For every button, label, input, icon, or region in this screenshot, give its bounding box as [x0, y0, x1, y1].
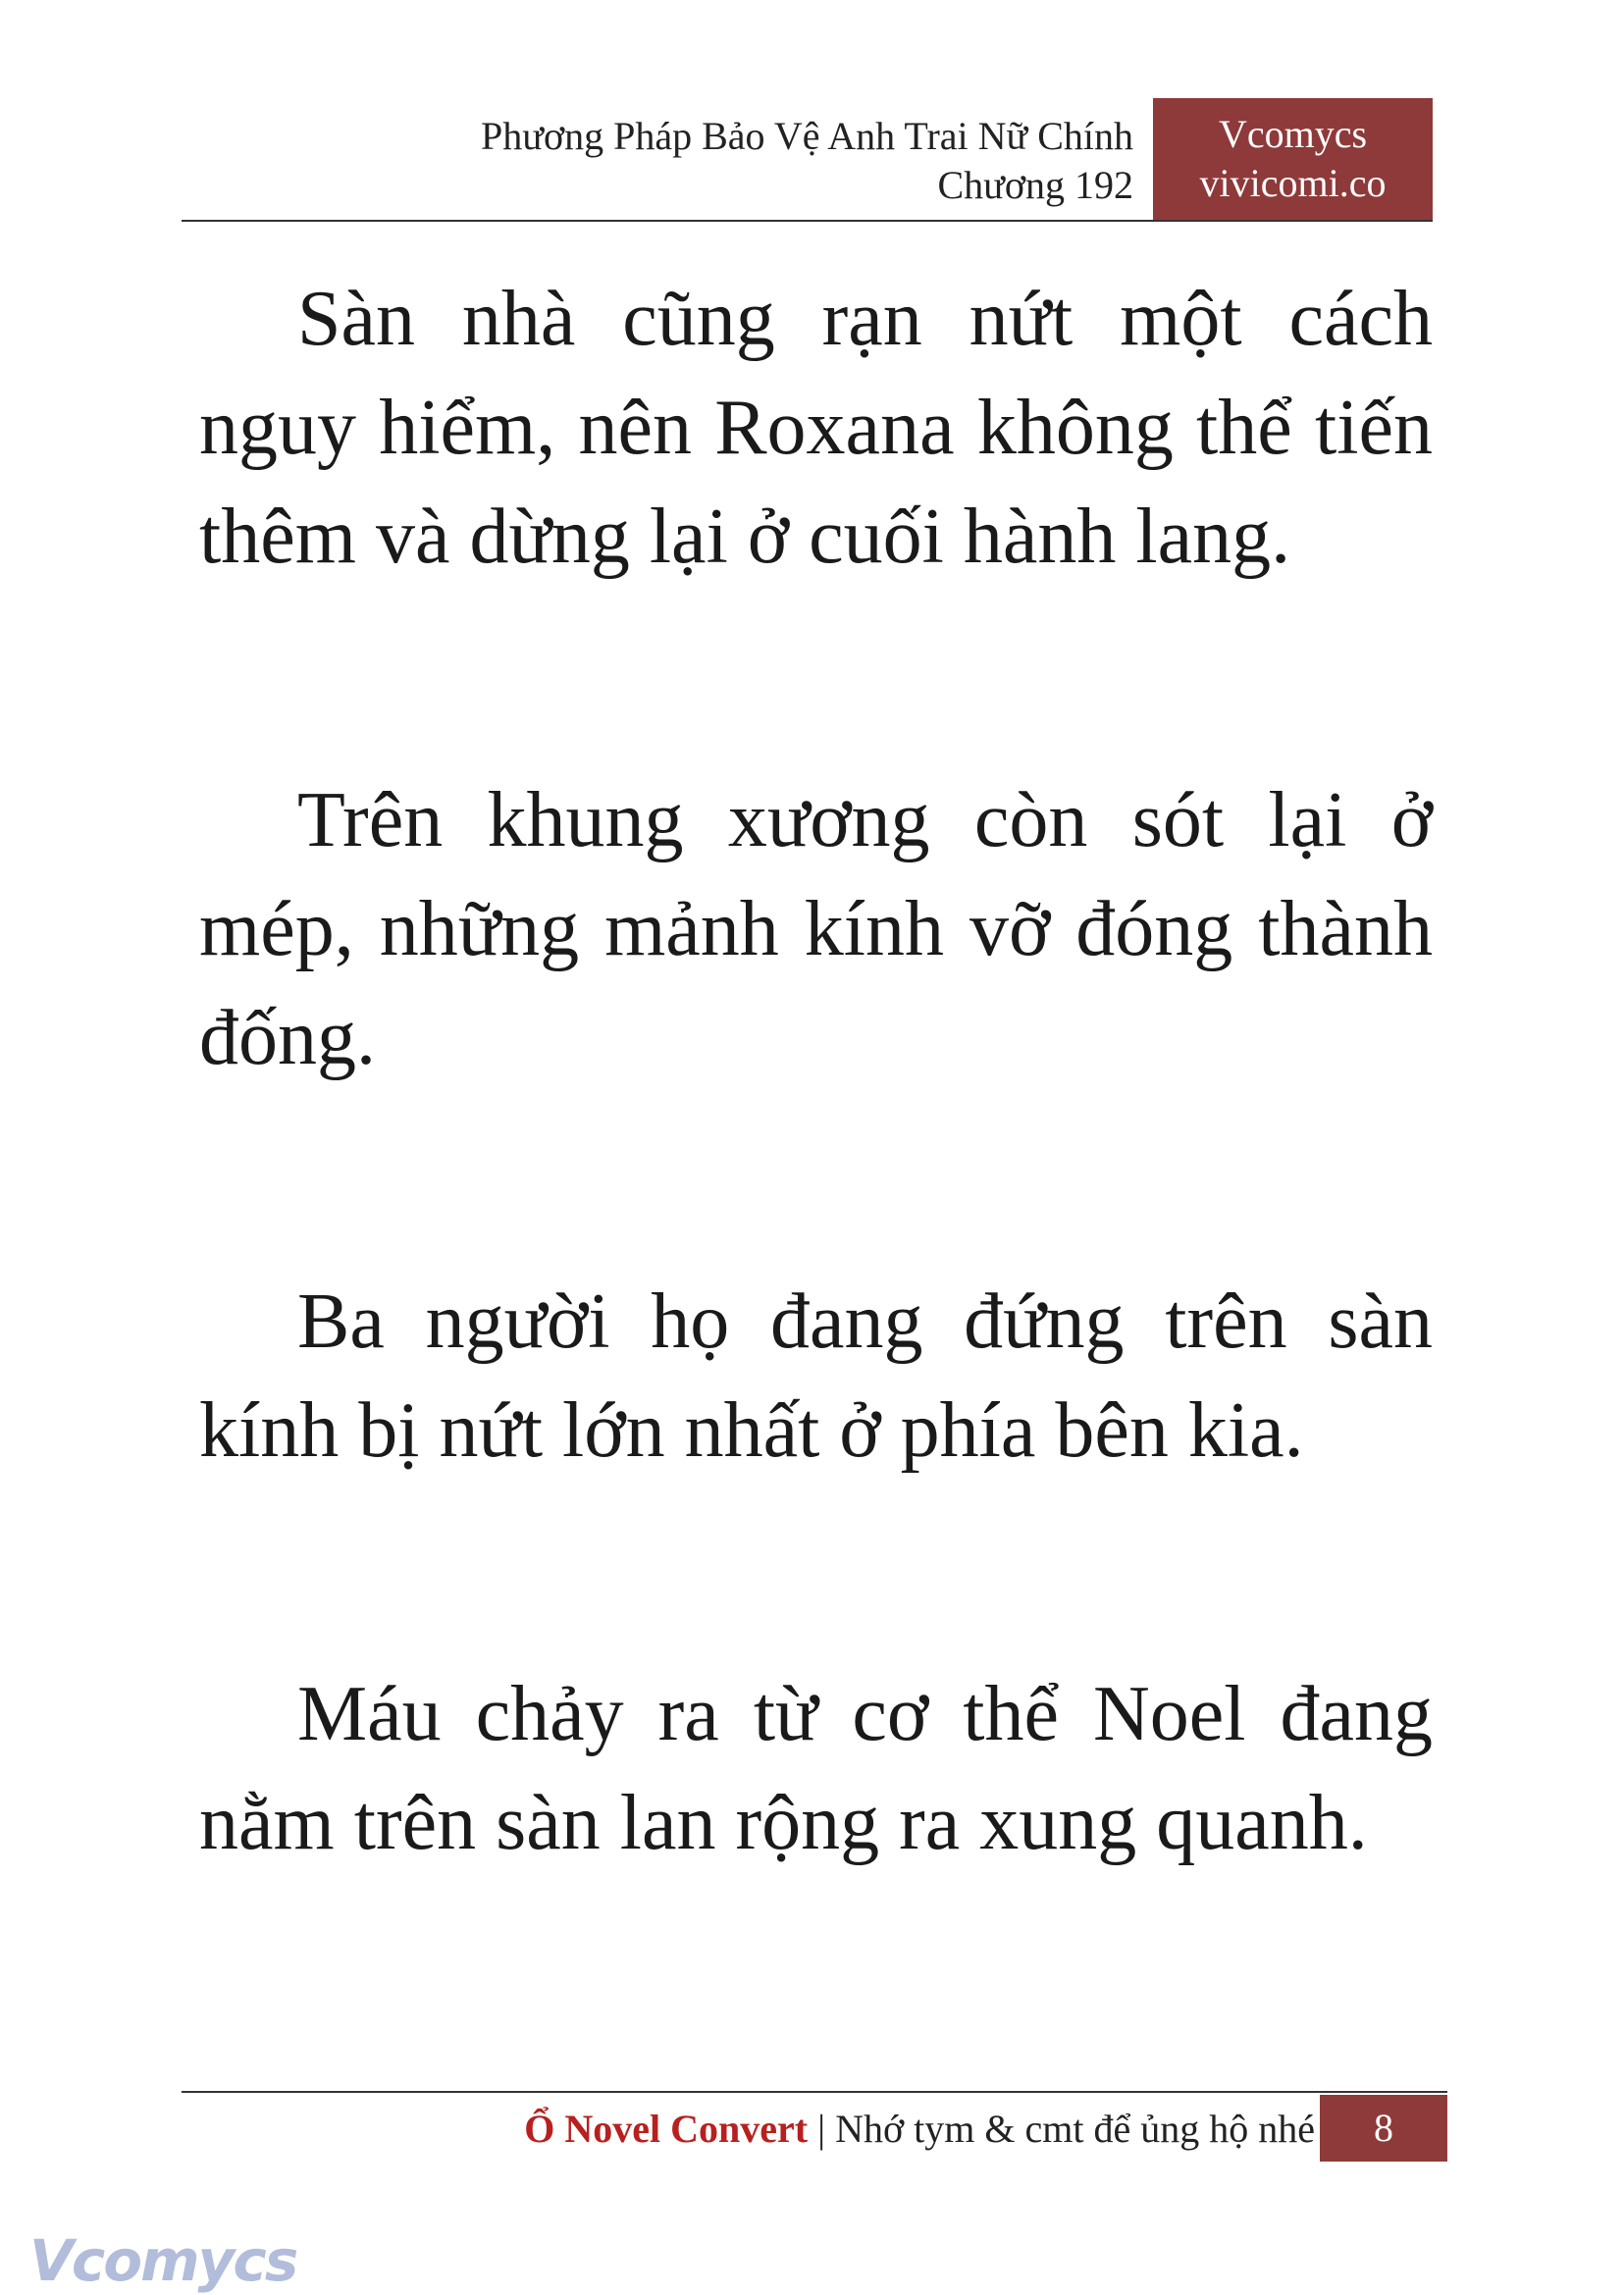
footer-separator: | [817, 2107, 826, 2151]
site-badge-url: vivicomi.co [1199, 161, 1387, 205]
footer-text [524, 2105, 1315, 2154]
chapter-body [199, 265, 1433, 2053]
page-number: 8 [1320, 2095, 1447, 2162]
paragraph: Trên khung xương còn sót lại ở mép, những mảnh kính vỡ đóng thành đống. [199, 777, 1433, 1081]
watermark-logo: Vcomycs [29, 2227, 297, 2294]
footer-brand: Ổ Novel Convert [524, 2107, 809, 2151]
book-title: Phương Pháp Bảo Vệ Anh Trai Nữ Chính [481, 114, 1133, 158]
footer-note: Nhớ tym & cmt để ủng hộ nhé [835, 2107, 1315, 2151]
page-footer [182, 2095, 1447, 2162]
header-divider [182, 220, 1433, 222]
footer-divider [182, 2091, 1447, 2093]
site-badge [1153, 98, 1433, 220]
paragraph: Sàn nhà cũng rạn nứt một cách nguy hiểm, nên Roxana không thể tiến thêm và dừng lại ở cuối hành lang. [199, 276, 1433, 580]
chapter-label: Chương 192 [937, 163, 1133, 207]
header-title-block [481, 112, 1133, 210]
page-header [182, 98, 1433, 220]
paragraph: Ba người họ đang đứng trên sàn kính bị nứt lớn nhất ở phía bên kia. [199, 1278, 1433, 1474]
paragraph: Máu chảy ra từ cơ thể Noel đang nằm trên sàn lan rộng ra xung quanh. [199, 1671, 1433, 1866]
site-badge-name: Vcomycs [1218, 112, 1368, 156]
